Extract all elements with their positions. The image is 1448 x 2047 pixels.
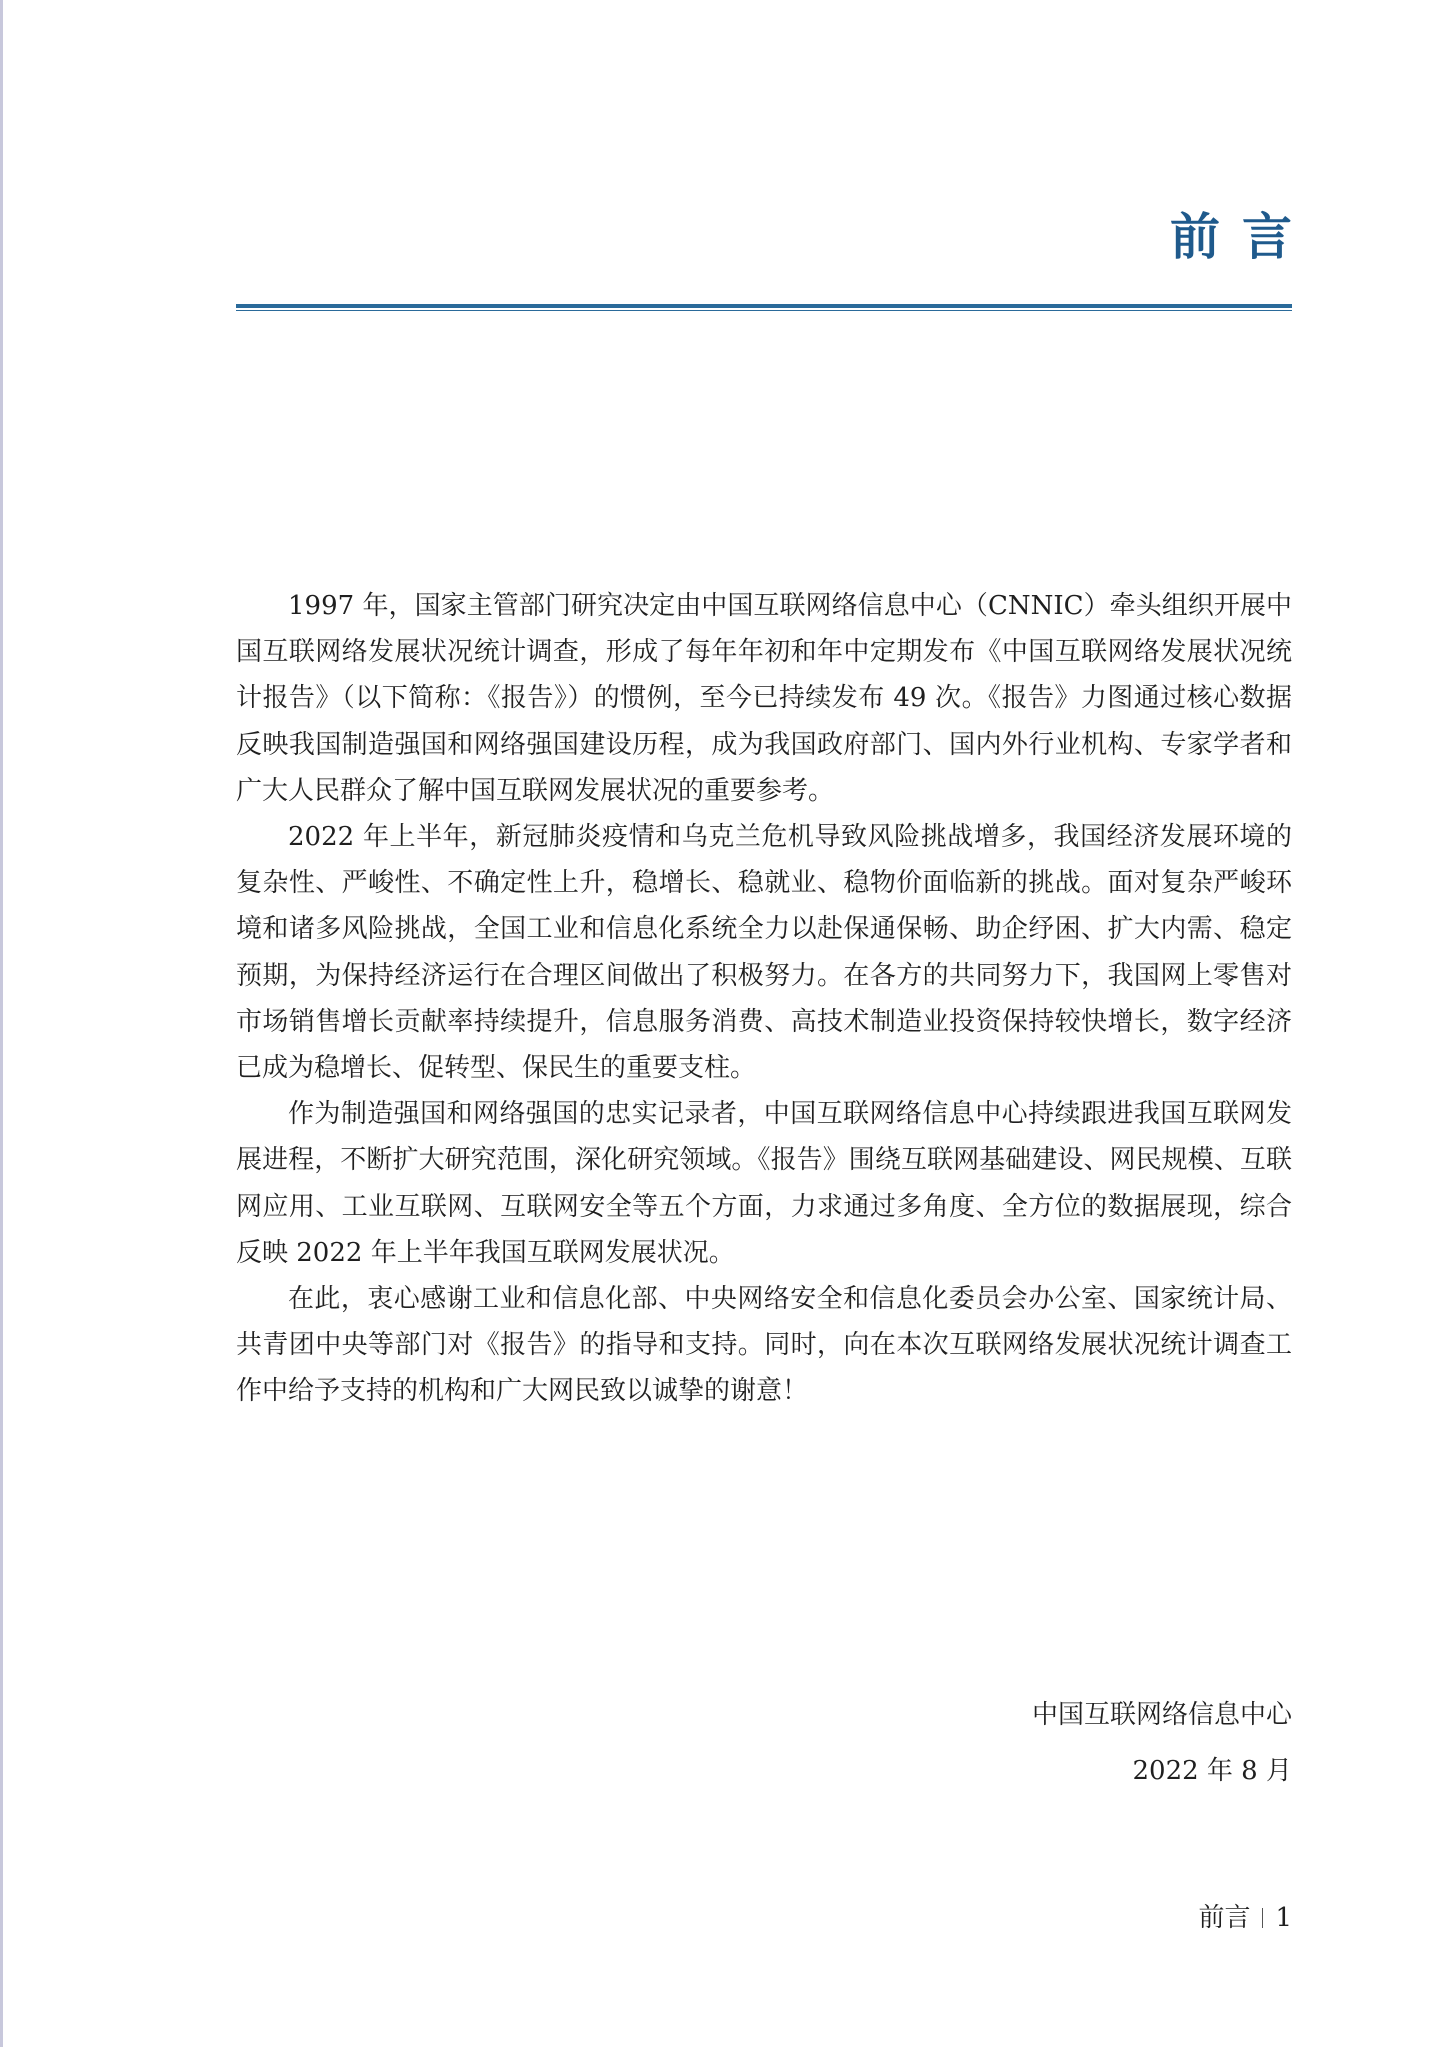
preface-body — [236, 583, 1292, 1415]
paragraph-3: 作为制造强国和网络强国的忠实记录者，中国互联网络信息中心持续跟进我国互联网发展进程，不断扩大研究范围，深化研究领域。《报告》围绕互联网基础建设、网民规模、互联网应用、工业互联网、互联网安全等五个方面，力求通过多角度、全方位的数据展现，综合反映 2022 年上半年我国互联网发展状况。 — [236, 1099, 1292, 1268]
signoff-date: 2022 年 8 月 — [1132, 1756, 1292, 1786]
signoff-organization: 中国互联网络信息中心 — [1031, 1700, 1292, 1730]
title-rule-thick — [236, 304, 1292, 308]
footer-section: 前言 — [1198, 1903, 1251, 1933]
paragraph-2: 2022 年上半年，新冠肺炎疫情和乌克兰危机导致风险挑战增多，我国经济发展环境的复杂性、严峻性、不确定性上升，稳增长、稳就业、稳物价面临新的挑战。面对复杂严峻环境和诸多风险挑战，全国工业和信息化系统全力以赴保通保畅、助企纾困、扩大内需、稳定预期，为保持经济运行在合理区间做出了积极努力。在各方的共同努力下，我国网上零售对市场销售增长贡献率持续提升，信息服务消费、高技术制造业投资保持较快增长，数字经济已成为稳增长、促转型、保民生的重要支柱。 — [236, 822, 1292, 1084]
page-footer — [1198, 1905, 1292, 1931]
page-edge — [0, 0, 3, 2047]
paragraph-4: 在此，衷心感谢工业和信息化部、中央网络安全和信息化委员会办公室、国家统计局、共青团中央等部门对《报告》的指导和支持。同时，向在本次互联网络发展状况统计调查工作中给予支持的机构和广大网民致以诚挚的谢意！ — [236, 1284, 1292, 1407]
title-rule-thin — [236, 310, 1292, 311]
paragraph-1: 1997 年，国家主管部门研究决定由中国互联网络信息中心（CNNIC）牵头组织开展中国互联网络发展状况统计调查，形成了每年年初和年中定期发布《中国互联网络发展状况统计报告》（以下简称：《报告》）的惯例，至今已持续发布 49 次。《报告》力图通过核心数据反映我国制造强国和网络强国建设历程，成为我国政府部门、国内外行业机构、专家学者和广大人民群众了解中国互联网发展状况的重要参考。 — [236, 591, 1292, 806]
page-number: 1 — [1275, 1903, 1292, 1933]
footer-separator — [1262, 1908, 1263, 1928]
page-title: 前言 — [1170, 208, 1314, 266]
